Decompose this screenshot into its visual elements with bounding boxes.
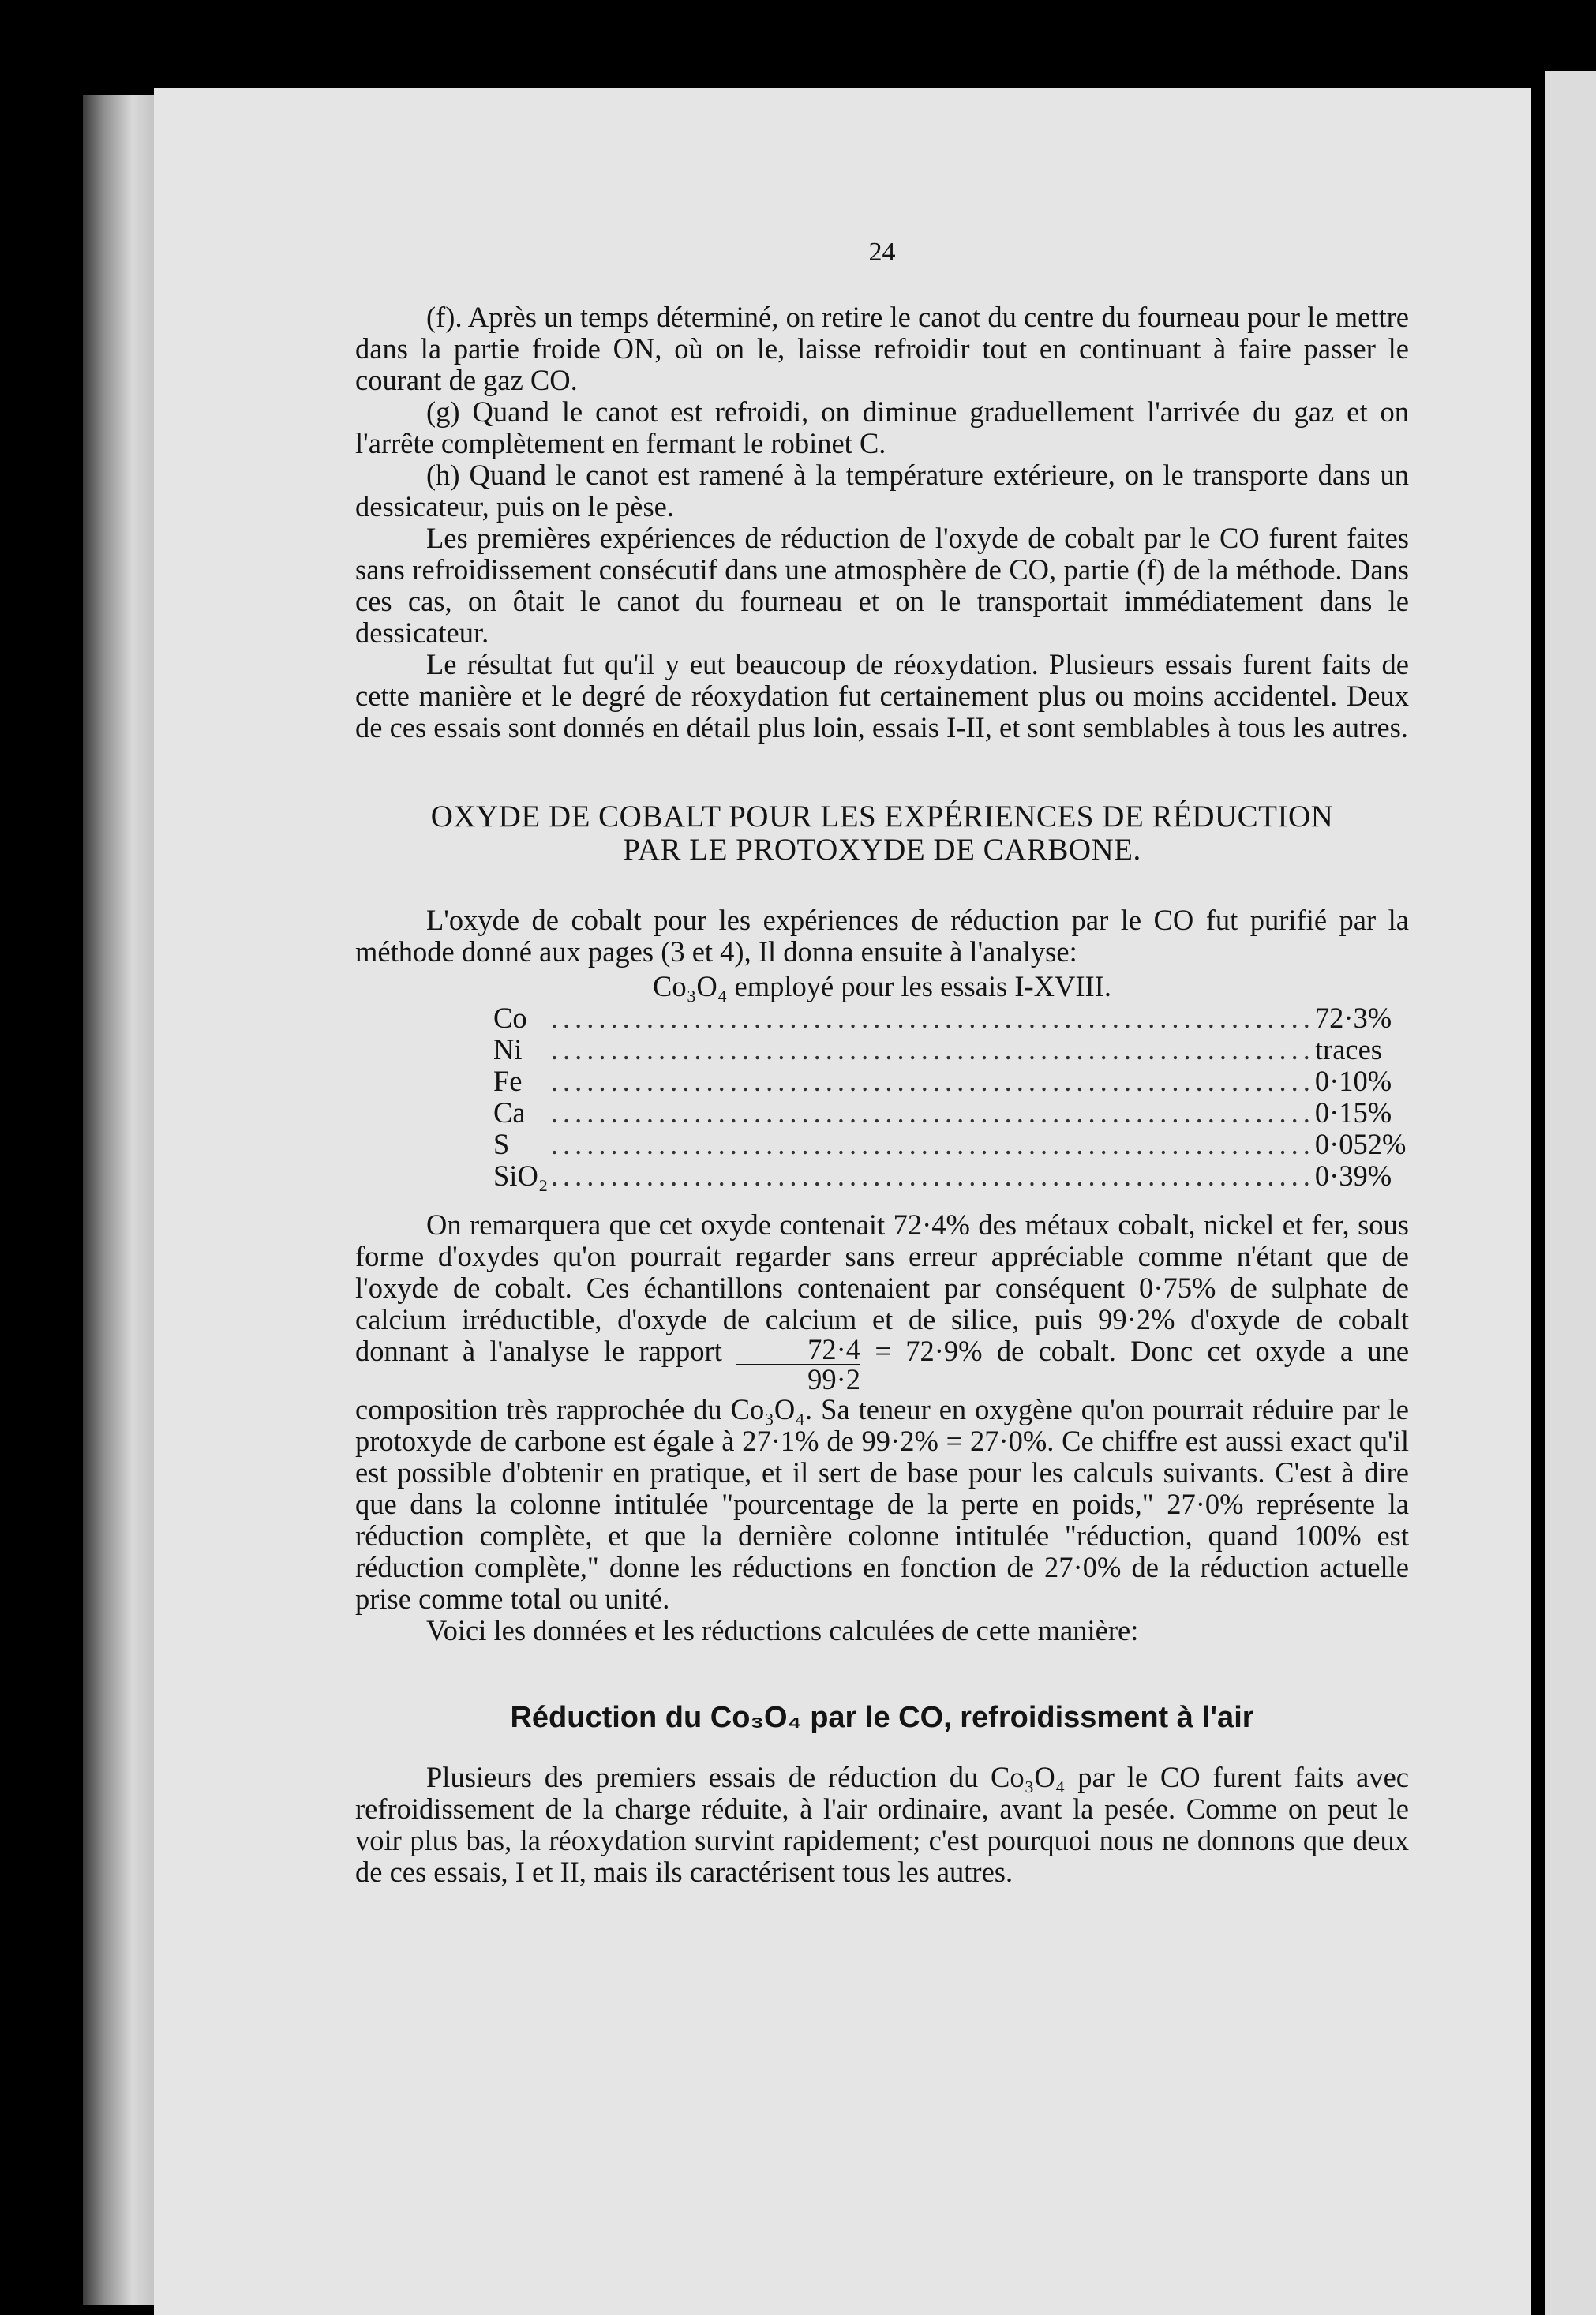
paragraph-first-experiments: Les premières expériences de réduction de l'oxyde de cobalt par le CO furent faites sans refroidissement consécutif dans une atmosphère de CO, partie (f) de la méthode. Dans ces cas, on ôtait le canot du fourneau et on le transportait immédiatement dans le dessicateur. bbox=[355, 522, 1409, 649]
element-value: 72·3% bbox=[1314, 1002, 1392, 1034]
leader-dots: ................................................................ bbox=[550, 1097, 1315, 1129]
paragraph-result: Le résultat fut qu'il y eut beaucoup de réoxydation. Plusieurs essais furent faits de cette manière et le degré de réoxydation fut certainement plus ou moins accidentel. Deux de ces essais sont donnés en détail plus loin, essais I-II, et sont semblables à tous les autres. bbox=[355, 648, 1409, 744]
paragraph-step-g: (g) Quand le canot est refroidi, on diminue graduellement l'arrivée du gaz et on l'arrête complètement en fermant le robinet C. bbox=[355, 395, 1409, 459]
fraction-result: = 72·9% de cobalt. bbox=[875, 1335, 1116, 1367]
element-label: Fe bbox=[493, 1065, 523, 1097]
page-number: 24 bbox=[868, 238, 896, 267]
facing-page-edge bbox=[1545, 71, 1596, 2315]
table-row bbox=[355, 1160, 1409, 1192]
subsection-title: Réduction du Co₃O₄ par le CO, refroidissment à l'air bbox=[510, 1701, 1254, 1734]
leader-dots: ................................................................ bbox=[550, 1066, 1315, 1097]
element-label: Ca bbox=[493, 1096, 526, 1129]
lead-in: Voici les données et les réductions calculées de cette manière: bbox=[426, 1614, 1139, 1646]
leader-dots: ................................................................ bbox=[550, 1002, 1315, 1034]
section-intro: L'oxyde de cobalt pour les expériences de réduction par le CO fut purifié par la méthode donné aux pages (3 et 4), Il donna ensuite à l'analyse: bbox=[355, 904, 1409, 968]
paragraph-step-f: (f). Après un temps déterminé, on retire le canot du centre du fourneau pour le mettre dans la partie froide ON, où on le, laisse refroidir tout en continuant à faire passer le courant de gaz CO. bbox=[355, 301, 1409, 396]
table-row bbox=[355, 1034, 1409, 1066]
leader-dots: ................................................................ bbox=[550, 1129, 1315, 1160]
analysis-table bbox=[355, 1002, 1409, 1192]
section-title-line-1: OXYDE DE COBALT POUR LES EXPÉRIENCES DE RÉDUCTION bbox=[430, 800, 1334, 833]
element-value: 0·15% bbox=[1314, 1096, 1392, 1129]
element-label: Ni bbox=[493, 1033, 523, 1066]
page-content bbox=[355, 237, 1409, 1888]
discussion-text-before: On remarquera que cet oxyde contenait 72·4% des métaux cobalt, nickel et fer, sous forme d'oxydes qu'on pourrait regarder sans erreur appréciable comme n'étant que de l'oxyde de cobalt. Ces échantillons contenaient par conséquent 0·75% de sulphate de calcium irréductible, d'oxyde de calcium et de silice, puis 99·2% d'oxyde de cobalt donnant à l'analyse le rapport bbox=[355, 1208, 1409, 1367]
element-label: Co bbox=[493, 1002, 527, 1034]
element-label: S bbox=[493, 1128, 510, 1160]
section-title bbox=[355, 800, 1409, 867]
closing-paragraph: Plusieurs des premiers essais de réduction du Co₃O₄ par le CO furent faits avec refroidissement de la charge réduite, à l'air ordinaire, avant la pesée. Comme on peut le voir plus bas, la réoxydation survint rapidement; c'est pourquoi nous ne donnons que deux de ces essais, I et II, mais ils caractérisent tous les autres. bbox=[355, 1761, 1409, 1888]
section-title-line-2: PAR LE PROTOXYDE DE CARBONE. bbox=[623, 833, 1141, 867]
discussion-paragraph bbox=[355, 1209, 1409, 1615]
table-row bbox=[355, 1066, 1409, 1097]
element-value: 0·10% bbox=[1314, 1065, 1392, 1097]
element-value: traces bbox=[1314, 1033, 1383, 1066]
fraction-numerator: 72·4 bbox=[736, 1335, 860, 1365]
paragraph-step-h: (h) Quand le canot est ramené à la température extérieure, on le transporte dans un dessicateur, puis on le pèse. bbox=[355, 459, 1409, 523]
table-row bbox=[355, 1129, 1409, 1160]
element-label: SiO₂ bbox=[493, 1159, 549, 1192]
fraction-denominator: 99·2 bbox=[807, 1363, 861, 1395]
element-value: 0·052% bbox=[1314, 1128, 1407, 1160]
leader-dots: ................................................................ bbox=[550, 1034, 1315, 1066]
table-row bbox=[355, 1002, 1409, 1034]
analysis-caption: Co₃O₄ employé pour les essais I-XVIII. bbox=[653, 970, 1111, 1002]
ratio-fraction bbox=[736, 1335, 860, 1394]
element-value: 0·39% bbox=[1314, 1159, 1392, 1192]
leader-dots: ................................................................ bbox=[550, 1160, 1315, 1192]
table-row bbox=[355, 1097, 1409, 1129]
discussion-text-after: Donc cet oxyde a une composition très rapprochée du Co₃O₄. Sa teneur en oxygène qu'on pourrait réduire par le protoxyde de carbone est égale à 27·1% de 99·2% = 27·0%. Ce chiffre est aussi exact qu'il est possible d'obtenir en pratique, et il sert de base pour les calculs suivants. C'est à dire que dans la colonne intitulée "pourcentage de la perte en poids," 27·0% représente la réduction complète, et que la dernière colonne intitulée "réduction, quand 100% est réduction complète," donne les réductions en fonction de 27·0% de la réduction actuelle prise comme total ou unité. bbox=[355, 1335, 1410, 1615]
